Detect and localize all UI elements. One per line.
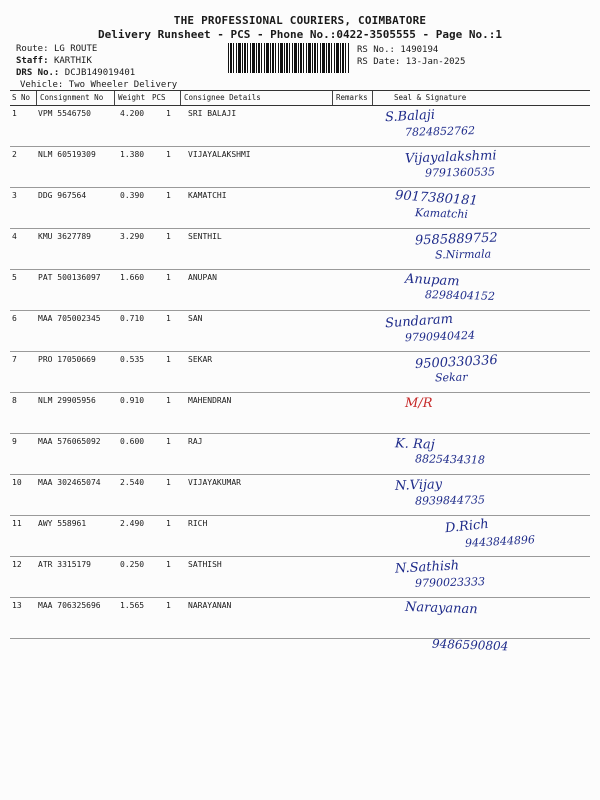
barcode [228,43,350,73]
cell-weight: 0.250 [120,560,145,569]
cell-consignee: SATHISH [188,560,222,569]
cell-pcs: 1 [166,601,171,610]
cell-weight: 1.380 [120,150,145,159]
cell-pcs: 1 [166,478,171,487]
cell-weight: 0.910 [120,396,145,405]
drs-value: DCJB149019401 [64,68,136,78]
cell-sno: 7 [12,355,17,364]
cell-weight: 0.600 [120,437,145,446]
cell-pcs: 1 [166,314,171,323]
cell-consignee: SEKAR [188,355,213,364]
cell-weight: 1.565 [120,601,145,610]
handwritten-signature: 9585889752 [414,230,498,249]
cell-pcs: 1 [166,519,171,528]
cell-consignment: AWY 558961 [38,519,87,528]
handwritten-signature: K. Raj [394,436,436,453]
handwritten-phone: 9486590804 [431,636,509,654]
cell-sno: 6 [12,314,17,323]
handwritten-signature: S.Balaji [384,107,436,126]
cell-consignee: SAN [188,314,203,323]
handwritten-signature: M/R [405,396,433,411]
cell-consignment: NLM 29905956 [38,396,96,405]
signature-cell [375,310,590,351]
cell-consignee: VIJAYAKUMAR [188,478,241,487]
cell-consignment: MAA 576065092 [38,437,101,446]
cell-sno: 13 [12,601,22,610]
cell-pcs: 1 [166,396,171,405]
cell-consignee: VIJAYALAKSHMI [188,150,251,159]
cell-weight: 2.540 [120,478,145,487]
signature-cell [375,474,590,515]
cell-pcs: 1 [166,150,171,159]
vehicle-value: Two Wheeler Delivery [68,80,178,90]
page-title: THE PROFESSIONAL COURIERS, COIMBATORE [173,14,427,27]
table-row [10,310,590,352]
col-pcs: PCS [152,93,166,102]
handwritten-phone: 8939844735 [414,493,486,508]
signature-cell [375,187,590,228]
handwritten-phone: 9790940424 [404,328,476,345]
cell-consignee: MAHENDRAN [188,396,232,405]
handwritten-signature: Narayanan [404,599,478,618]
handwritten-phone: 9443844896 [464,533,536,550]
table-row [10,146,590,188]
col-sno: S No [12,93,31,102]
signature-cell [375,228,590,269]
rs-no-value: 1490194 [400,45,439,55]
route-line: Route: LG ROUTE [16,44,98,54]
cell-sno: 5 [12,273,17,282]
cell-sno: 3 [12,191,17,200]
signature-cell [375,392,590,433]
col-remarks: Remarks [336,93,368,102]
cell-sno: 1 [12,109,17,118]
handwritten-signature: N.Vijay [394,477,443,494]
cell-weight: 2.490 [120,519,145,528]
rs-date-line: RS Date: 13-Jan-2025 [357,57,466,67]
route-value: LG ROUTE [53,44,98,54]
cell-consignment: MAA 706325696 [38,601,101,610]
cell-consignee: ANUPAN [188,273,217,282]
cell-consignment: DDG 967564 [38,191,87,200]
cell-weight: 3.290 [120,232,145,241]
table-row [10,474,590,516]
cell-consignee: SENTHIL [188,232,222,241]
cell-consignment: VPM 5546750 [38,109,91,118]
signature-cell [375,597,590,638]
handwritten-signature: Vijayalakshmi [404,148,497,167]
cell-weight: 1.660 [120,273,145,282]
cell-pcs: 1 [166,437,171,446]
cell-pcs: 1 [166,560,171,569]
cell-consignment: PAT 500136097 [38,273,101,282]
signature-cell [375,556,590,597]
rs-date-value: 13-Jan-2025 [405,57,466,67]
handwritten-phone: 8298404152 [424,288,496,303]
drs-line: DRS No.: DCJB149019401 [16,68,136,78]
signature-cell [375,146,590,187]
handwritten-phone: 8825434318 [414,452,486,467]
handwritten-phone: 9791360535 [424,165,496,180]
cell-consignment: ATR 3315179 [38,560,91,569]
cell-pcs: 1 [166,109,171,118]
signature-cell [375,351,590,392]
signature-cell [375,433,590,474]
col-weight: Weight [118,93,146,102]
cell-sno: 4 [12,232,17,241]
cell-sno: 8 [12,396,17,405]
signature-cell [375,105,590,146]
handwritten-signature: 9500330336 [414,352,499,373]
table-row [10,515,590,557]
table-row [10,105,590,147]
handwritten-phone: 9790023333 [414,575,486,590]
page-subtitle: Delivery Runsheet - PCS - Phone No.:0422-3505555 - Page No.:1 [98,28,502,41]
table-row [10,597,590,639]
cell-consignment: NLM 60519309 [38,150,96,159]
col-signature: Seal & Signature [394,93,467,102]
table-row [10,269,590,311]
rs-no-line: RS No.: 1490194 [357,45,439,55]
signature-cell [375,269,590,310]
handwritten-signature: Anupam [404,271,460,290]
cell-sno: 2 [12,150,17,159]
cell-consignment: MAA 705002345 [38,314,101,323]
cell-weight: 4.200 [120,109,145,118]
cell-sno: 11 [12,519,22,528]
table-header [10,90,590,106]
table-row [10,433,590,475]
handwritten-phone: S.Nirmala [434,247,492,262]
cell-consignee: RAJ [188,437,203,446]
table-row [10,392,590,434]
handwritten-phone: Sekar [434,370,468,385]
col-consignee: Consignee Details [184,93,261,102]
cell-consignee: KAMATCHI [188,191,227,200]
table-row [10,351,590,393]
handwritten-signature: Sundaram [384,311,454,332]
staff-line: Staff: KARTHIK [16,56,92,66]
cell-consignment: MAA 302465074 [38,478,101,487]
handwritten-signature: D.Rich [444,516,490,537]
cell-weight: 0.710 [120,314,145,323]
cell-sno: 10 [12,478,22,487]
table-row [10,228,590,270]
table-row [10,187,590,229]
handwritten-phone: 7824852762 [404,124,476,139]
cell-consignment: PRO 17050669 [38,355,96,364]
handwritten-phone: Kamatchi [414,206,469,221]
cell-consignee: RICH [188,519,208,528]
cell-sno: 12 [12,560,22,569]
cell-pcs: 1 [166,232,171,241]
cell-consignment: KMU 3627789 [38,232,91,241]
cell-sno: 9 [12,437,17,446]
cell-weight: 0.535 [120,355,145,364]
table-row [10,556,590,598]
cell-pcs: 1 [166,355,171,364]
vehicle-line: Vehicle: Two Wheeler Delivery [20,80,178,90]
handwritten-signature: N.Sathish [394,558,460,577]
col-consignment: Consignment No [40,93,104,102]
handwritten-signature: 9017380181 [394,188,479,209]
staff-value: KARTHIK [53,56,92,66]
signature-cell [375,515,590,556]
cell-consignee: SRI BALAJI [188,109,237,118]
cell-pcs: 1 [166,273,171,282]
cell-pcs: 1 [166,191,171,200]
cell-consignee: NARAYANAN [188,601,232,610]
cell-weight: 0.390 [120,191,145,200]
